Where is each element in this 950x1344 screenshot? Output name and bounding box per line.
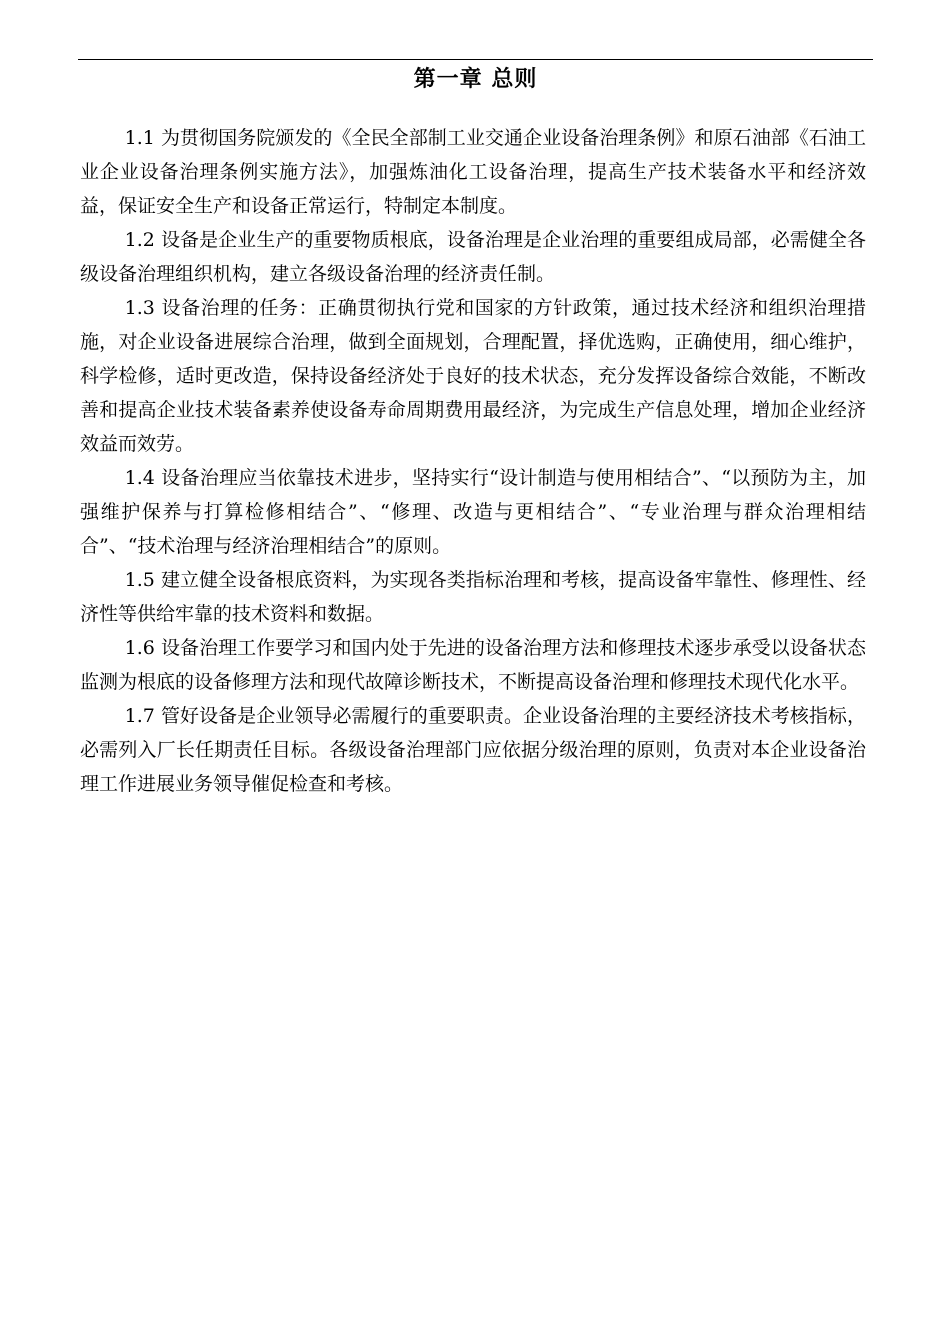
chapter-title: 第一章 总则 bbox=[413, 67, 538, 92]
paragraph-1-3: 1.3 设备治理的任务：正确贯彻执行党和国家的方针政策，通过技术经济和组织治理措施，对企业设备进展综合治理，做到全面规划，合理配置，择优选购，正确使用，细心维护，科学检修，适时更改造，保持设备经济处于良好的技术状态，充分发挥设备综合效能，不断改善和提高企业技术装备素养使设备寿命周期费用最经济，为完成生产信息处理，增加企业经济效益而效劳。 bbox=[80, 297, 866, 455]
chapter-body bbox=[80, 121, 866, 801]
paragraph-1-4: 1.4 设备治理应当依靠技术进步，坚持实行“设计制造与使用相结合”、“以预防为主，加强维护保养与打算检修相结合”、“修理、改造与更相结合”、“专业治理与群众治理相结合”、“技术治理与经济治理相结合”的原则。 bbox=[80, 467, 866, 557]
paragraph-1-6: 1.6 设备治理工作要学习和国内处于先进的设备治理方法和修理技术逐步承受以设备状态监测为根底的设备修理方法和现代故障诊断技术，不断提高设备治理和修理技术现代化水平。 bbox=[80, 637, 866, 693]
paragraph-1-5: 1.5 建立健全设备根底资料，为实现各类指标治理和考核，提高设备牢靠性、修理性、经济性等供给牢靠的技术资料和数据。 bbox=[80, 569, 866, 625]
paragraph-1-7: 1.7 管好设备是企业领导必需履行的重要职责。企业设备治理的主要经济技术考核指标，必需列入厂长任期责任目标。各级设备治理部门应依据分级治理的原则，负责对本企业设备治理工作进展业务领导催促检查和考核。 bbox=[80, 705, 866, 795]
header-rule bbox=[78, 59, 873, 60]
paragraph-1-1: 1.1 为贯彻国务院颁发的《全民全部制工业交通企业设备治理条例》和原石油部《石油工业企业设备治理条例实施方法》，加强炼油化工设备治理，提高生产技术装备水平和经济效益，保证安全生产和设备正常运行，特制定本制度。 bbox=[80, 127, 866, 217]
paragraph-1-2: 1.2 设备是企业生产的重要物质根底，设备治理是企业治理的重要组成局部，必需健全各级设备治理组织机构，建立各级设备治理的经济责任制。 bbox=[80, 229, 866, 285]
